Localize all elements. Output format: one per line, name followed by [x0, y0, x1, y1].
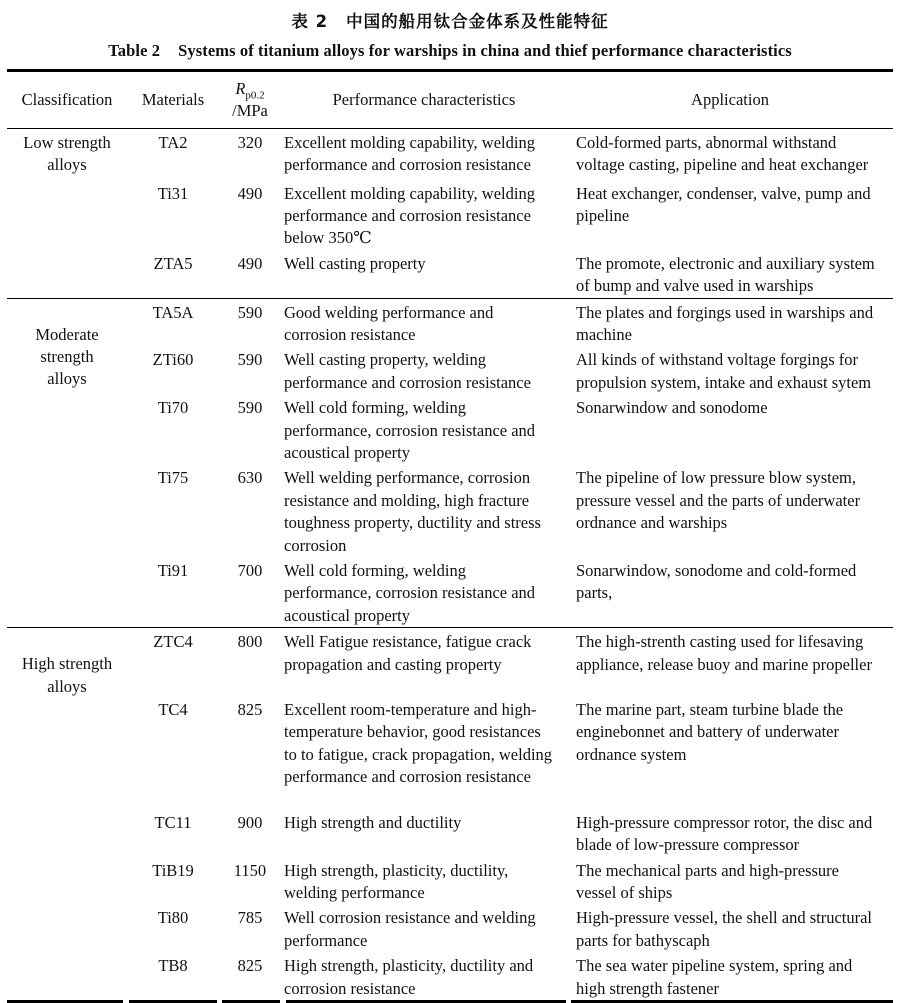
header-performance: Performance characteristics: [281, 71, 567, 129]
table-row: [7, 628, 893, 696]
table-row: [7, 346, 893, 394]
table-row: [7, 952, 893, 1000]
application-cell: The sea water pipeline system, spring and high strength fastener: [576, 956, 853, 998]
header-materials: Materials: [127, 71, 219, 129]
table-row: [7, 464, 893, 557]
performance-cell: Well cold forming, welding performance, corrosion resistance and acoustical property: [284, 561, 536, 625]
table-row: [7, 904, 893, 952]
classification-cell: [7, 298, 127, 628]
material-cell: Ti91: [157, 561, 189, 580]
table-title-chinese-text: 中国的船用钛合金体系及性能特征: [346, 12, 609, 31]
rp-value-cell: 490: [237, 183, 263, 203]
rp-value-cell: 700: [237, 561, 263, 580]
rp-value-cell: 630: [237, 468, 263, 488]
document-page: [7, 0, 893, 1003]
performance-cell: Well cold forming, welding performance, corrosion resistance and acoustical property: [284, 398, 536, 462]
rp-value-cell: 800: [237, 632, 263, 652]
application-cell: Heat exchanger, condenser, valve, pump and pipeline: [576, 183, 871, 225]
rp-value-cell: 320: [237, 133, 263, 152]
application-cell: The high-strenth casting used for lifesaving appliance, release buoy and marine propeller: [576, 632, 872, 674]
section-low-strength: [7, 129, 893, 299]
table-title-english-text: Systems of titanium alloys for warships in china and thief performance characteristics: [178, 41, 792, 60]
rp-value-cell: 490: [237, 253, 263, 273]
performance-cell: Well casting property, welding performance and corrosion resistance: [284, 350, 531, 392]
performance-cell: Good welding performance and corrosion resistance: [284, 302, 494, 344]
rp-value-cell: 590: [237, 350, 263, 370]
material-cell: TA2: [158, 133, 188, 152]
table-row: [7, 250, 893, 298]
application-cell: The marine part, steam turbine blade the enginebonnet and battery of underwater ordnance system: [576, 699, 844, 764]
material-cell: ZTA5: [153, 253, 193, 273]
performance-cell: Well corrosion resistance and welding performance: [284, 908, 536, 950]
application-cell: Sonarwindow and sonodome: [576, 398, 768, 418]
header-classification: Classification: [7, 71, 127, 129]
table-title-english: [7, 41, 893, 61]
rp-value-cell: 785: [237, 908, 263, 928]
material-cell: TC4: [158, 699, 188, 719]
rp-subscript: p0.2: [245, 88, 265, 101]
material-cell: TiB19: [152, 860, 194, 880]
rp-unit: /MPa: [232, 101, 268, 120]
material-cell: TC11: [154, 812, 192, 832]
header-rp02-mpa: [219, 71, 281, 129]
section-high-strength: [7, 628, 893, 1000]
rp-value-cell: 900: [237, 812, 263, 832]
performance-cell: Well welding performance, corrosion resistance and molding, high fracture toughness property, ductility and stress corrosion: [284, 468, 541, 555]
application-cell: The mechanical parts and high-pressure vessel of ships: [576, 860, 839, 902]
performance-cell: High strength, plasticity, ductility, welding performance: [284, 860, 509, 902]
rp-value-cell: 825: [237, 699, 263, 719]
performance-cell: Excellent room-temperature and high-temperature behavior, good resistances to to fatigue, crack propagation, welding performance and corrosion resistance: [284, 699, 553, 786]
application-cell: The promote, electronic and auxiliary system of bump and valve used in warships: [576, 253, 875, 296]
rp-value-cell: 590: [237, 398, 263, 418]
header-row: [7, 71, 893, 129]
header-application: Application: [567, 71, 893, 129]
material-cell: Ti31: [157, 183, 189, 203]
application-cell: High-pressure vessel, the shell and structural parts for bathyscaph: [576, 908, 873, 950]
application-cell: Cold-formed parts, abnormal withstand voltage casting, pipeline and heat exchanger: [576, 133, 869, 175]
material-cell: ZTC4: [153, 632, 193, 652]
classification-label: High strength alloys: [21, 654, 113, 696]
rp-symbol: R: [235, 78, 246, 98]
performance-cell: Well casting property: [284, 253, 426, 273]
rp-value-cell: 1150: [233, 860, 267, 880]
application-cell: The pipeline of low pressure blow system, pressure vessel and the parts of underwater ordnance and warships: [576, 468, 861, 533]
material-cell: Ti80: [157, 908, 189, 928]
performance-cell: Excellent molding capability, welding performance and corrosion resistance below 350℃: [284, 183, 535, 248]
rp-value-cell: 590: [237, 302, 263, 322]
material-cell: ZTi60: [152, 350, 194, 370]
section-moderate-strength: [7, 298, 893, 628]
table-number-chinese: 表 2: [291, 12, 329, 31]
table-row: [7, 298, 893, 346]
table-row: [7, 696, 893, 809]
application-cell: All kinds of withstand voltage forgings for propulsion system, intake and exhaust sytem: [576, 350, 872, 392]
performance-cell: High strength, plasticity, ductility and corrosion resistance: [284, 956, 534, 998]
classification-cell: [7, 628, 127, 1000]
performance-cell: High strength and ductility: [284, 812, 462, 832]
application-cell: High-pressure compressor rotor, the disc and blade of low-pressure compressor: [576, 812, 873, 855]
titanium-alloys-table: [7, 69, 893, 1000]
material-cell: Ti75: [157, 468, 189, 488]
table-number-english: Table 2: [108, 41, 161, 60]
material-cell: TB8: [158, 956, 188, 976]
classification-label: Moderate strength alloys: [35, 324, 99, 389]
table-row: [7, 857, 893, 905]
application-cell: Sonarwindow, sonodome and cold-formed parts,: [576, 561, 857, 603]
table-row: [7, 129, 893, 180]
classification-cell: [7, 129, 127, 299]
table-row: [7, 557, 893, 628]
material-cell: TA5A: [152, 302, 194, 322]
table-header: [7, 71, 893, 129]
performance-cell: Excellent molding capability, welding performance and corrosion resistance: [284, 133, 535, 175]
classification-label: Low strength alloys: [23, 133, 111, 175]
material-cell: Ti70: [157, 398, 189, 418]
table-row: [7, 809, 893, 857]
table-title-chinese: [7, 6, 893, 32]
rp-value-cell: 825: [237, 956, 263, 976]
table-row: [7, 180, 893, 250]
table-row: [7, 394, 893, 464]
application-cell: The plates and forgings used in warships and machine: [576, 302, 874, 344]
performance-cell: Well Fatigue resistance, fatigue crack propagation and casting property: [284, 632, 532, 674]
